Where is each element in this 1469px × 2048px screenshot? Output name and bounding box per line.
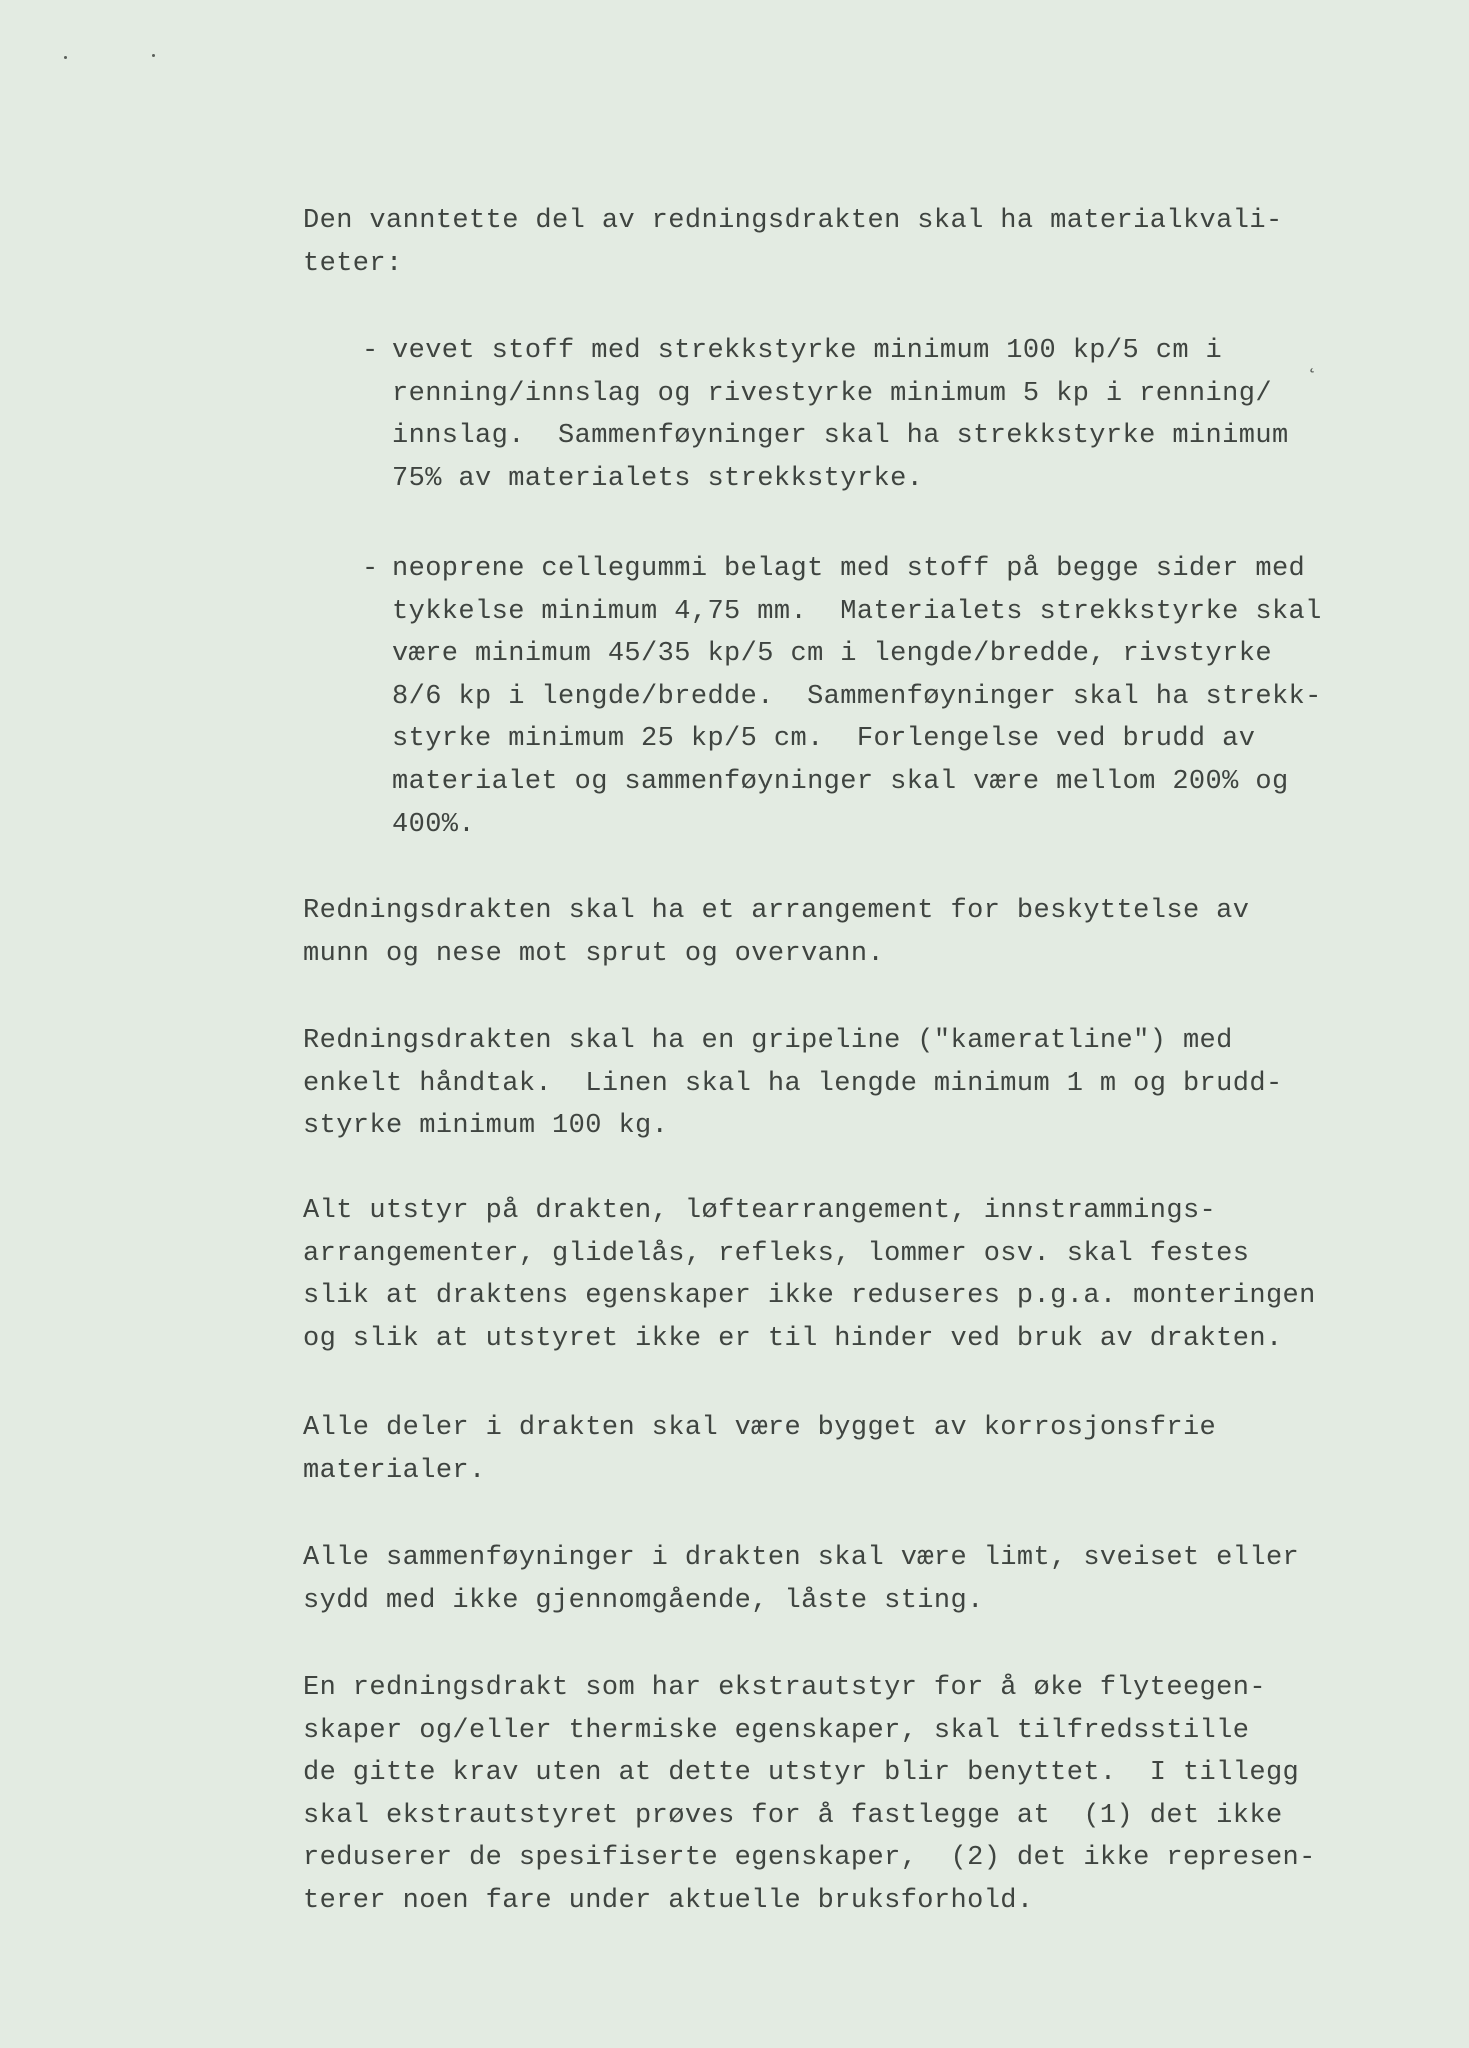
bullet-text-line: styrke minimum 25 kp/5 cm. Forlengelse ved brudd av [392,724,1256,755]
paragraph-line: de gitte krav uten at dette utstyr blir benyttet. I tillegg [303,1758,1300,1789]
paragraph-line: Alle deler i drakten skal være bygget av korrosjonsfrie [303,1413,1217,1443]
paragraph-line: munn og nese mot sprut og overvann. [303,938,885,969]
paragraph-line: enkelt håndtak. Linen skal ha lengde minimum 1 m og brudd- [303,1068,1283,1099]
paragraph-line: Alle sammenføyninger i drakten skal være limt, sveiset eller [303,1543,1300,1573]
bullet-dash: - [362,336,379,366]
paragraph-line: skal ekstrautstyret prøves for å fastlegge at (1) det ikke [303,1800,1283,1831]
paragraph-line: teter: [303,248,403,279]
bullet-text-line: materialet og sammenføyninger skal være mellom 200% og [392,767,1289,797]
paragraph-line: materialer. [303,1455,486,1486]
paragraph-line: sydd med ikke gjennomgående, låste sting. [303,1585,984,1616]
paragraph-line: slik at draktens egenskaper ikke reduseres p.g.a. monteringen [303,1281,1316,1312]
paragraph-line: En redningsdrakt som har ekstrautstyr for å øke flyteegen- [303,1673,1266,1703]
paragraph-line: arrangementer, glidelås, refleks, lommer osv. skal festes [303,1238,1250,1269]
bullet-text-line: tykkelse minimum 4,75 mm. Materialets strekkstyrke skal [392,596,1322,627]
bullet-text-line: innslag. Sammenføyninger skal ha strekkstyrke minimum [392,421,1289,452]
paragraph-line: reduserer de spesifiserte egenskaper, (2) det ikke represen- [303,1843,1316,1874]
paragraph-line: skaper og/eller thermiske egenskaper, skal tilfredsstille [303,1715,1250,1746]
paper-speck [152,54,155,57]
stray-mark: ˛ [1306,352,1319,375]
bullet-text-line: 75% av materialets strekkstyrke. [392,463,924,494]
bullet-text-line: neoprene cellegummi belagt med stoff på begge sider med [392,554,1306,584]
bullet-text-line: vevet stoff med strekkstyrke minimum 100 kp/5 cm i [392,336,1223,366]
bullet-text-line: renning/innslag og rivestyrke minimum 5 kp i renning/ [392,378,1272,409]
paragraph-line: og slik at utstyret ikke er til hinder ved bruk av drakten. [303,1323,1283,1354]
paragraph-line: Redningsdrakten skal ha et arrangement for beskyttelse av [303,896,1250,926]
bullet-text-line: 400%. [392,809,476,840]
paragraph-line: terer noen fare under aktuelle bruksforhold. [303,1886,1034,1916]
bullet-text-line: være minimum 45/35 kp/5 cm i lengde/bredde, rivstyrke [392,639,1272,670]
paragraph-line: Redningsdrakten skal ha en gripeline ("kameratline") med [303,1026,1233,1056]
paper-speck [64,56,67,59]
bullet-dash: - [362,554,379,584]
paragraph-line: styrke minimum 100 kg. [303,1111,669,1142]
paragraph-line: Den vanntette del av redningsdrakten skal ha materialkvali- [303,206,1283,236]
paragraph-line: Alt utstyr på drakten, løftearrangement, innstrammings- [303,1196,1217,1226]
bullet-text-line: 8/6 kp i lengde/bredde. Sammenføyninger skal ha strekk- [392,681,1322,712]
